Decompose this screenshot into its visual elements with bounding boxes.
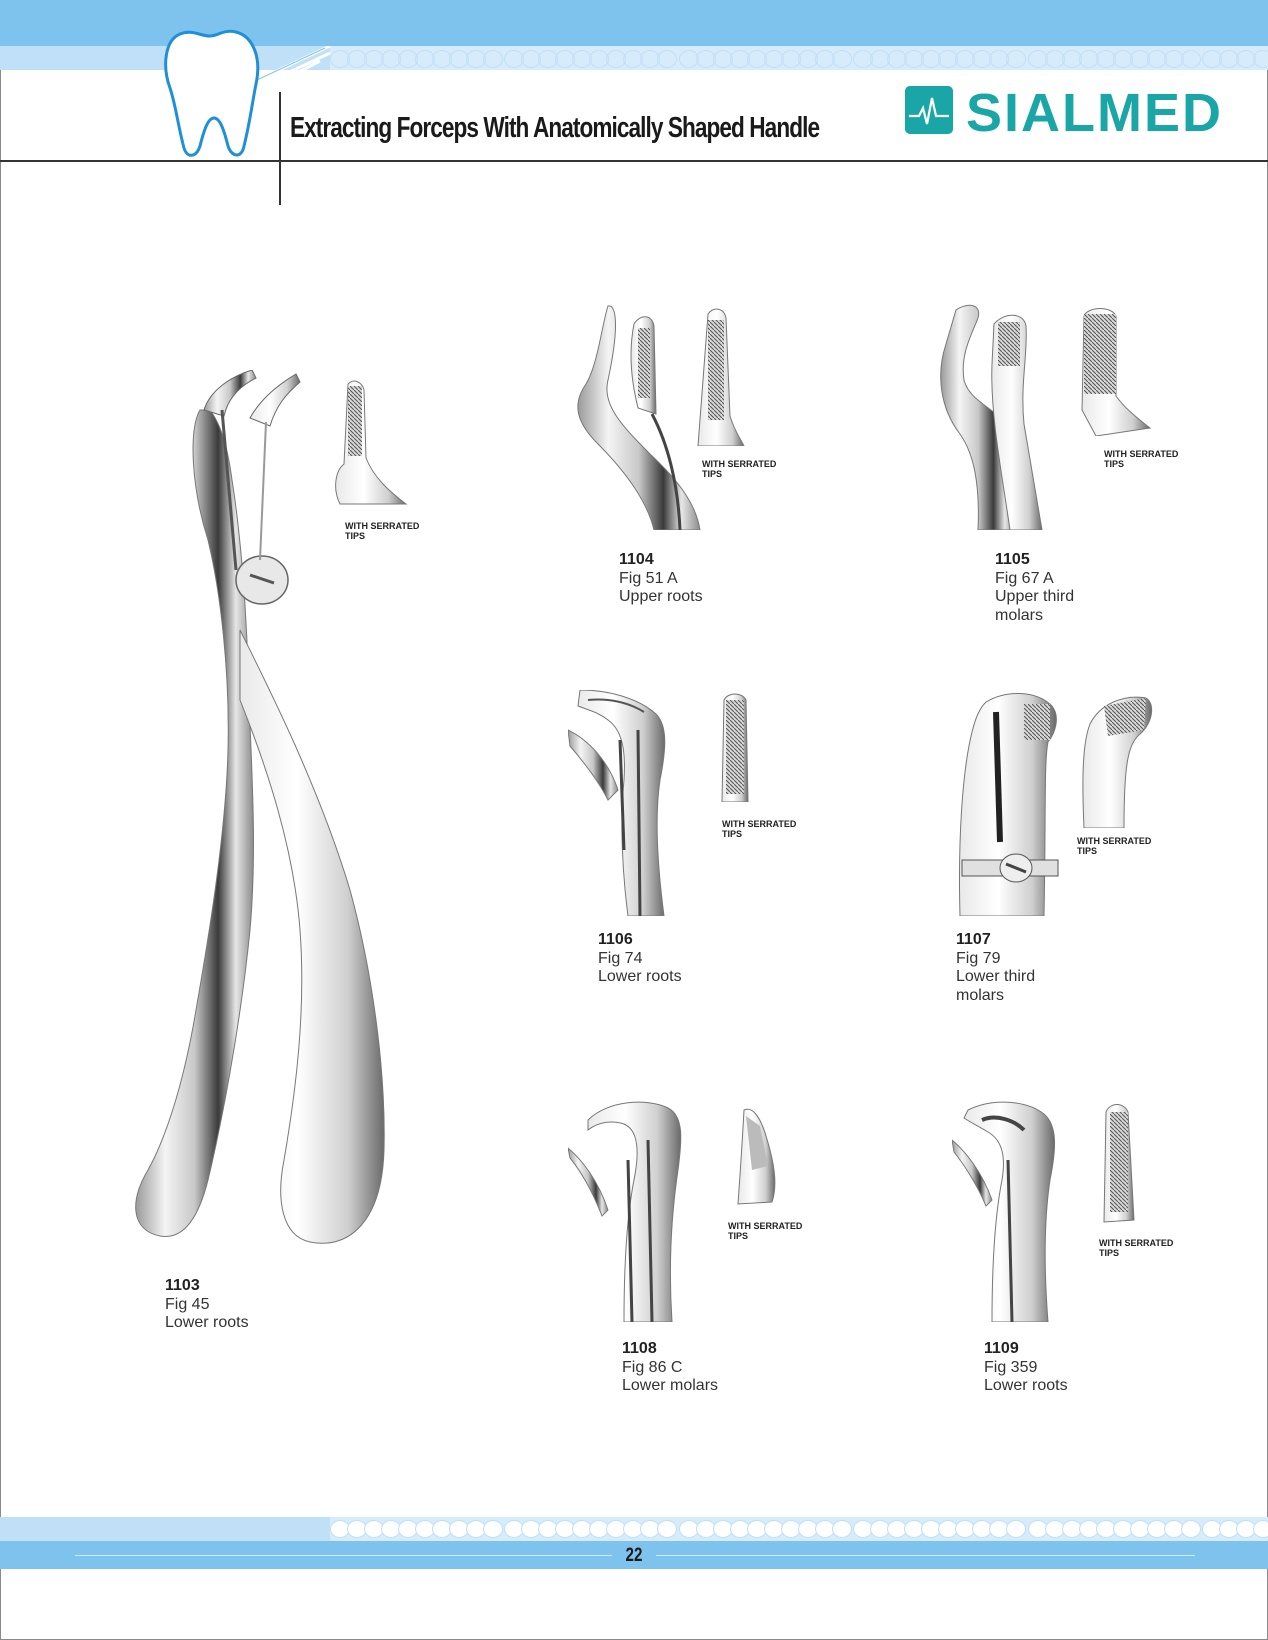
product-caption-1108 <box>622 1340 718 1396</box>
serrated-tip-1107-image <box>1080 694 1156 828</box>
product-desc: Lower roots <box>165 1314 249 1331</box>
product-fig: Fig 45 <box>165 1295 210 1313</box>
product-caption-1109 <box>984 1340 1068 1396</box>
product-caption-1104 <box>619 551 703 607</box>
serrated-tips-label-1106 <box>722 819 796 839</box>
product-code: 1108 <box>622 1340 657 1357</box>
tip-label-line-1: WITH SERRATED <box>728 1221 803 1231</box>
product-code: 1103 <box>165 1277 200 1294</box>
product-fig: Fig 74 <box>598 949 643 967</box>
tooth-logo-icon <box>160 26 260 160</box>
heartbeat-logo-icon <box>905 86 953 134</box>
serrated-tips-label-1103 <box>345 521 419 541</box>
serrated-tip-1103-image <box>330 378 410 506</box>
product-fig: Fig 51 A <box>619 569 678 587</box>
product-desc: Lower molars <box>622 1377 719 1394</box>
product-code: 1109 <box>984 1340 1019 1357</box>
tip-label-line-2: TIPS <box>1077 846 1098 856</box>
serrated-tips-label-1105 <box>1104 449 1178 469</box>
brand-logo: SIALMED <box>966 83 1223 143</box>
page-title: Extracting Forceps With Anatomically Shaped Handle <box>290 112 820 144</box>
forceps-1105-image <box>938 304 1066 530</box>
forceps-1107-image <box>956 692 1066 916</box>
forceps-1109-image <box>952 1100 1072 1322</box>
product-caption-1103 <box>165 1277 249 1333</box>
product-desc: Upper roots <box>619 588 703 605</box>
serrated-tips-label-1107 <box>1077 836 1151 856</box>
product-code: 1105 <box>995 551 1030 568</box>
page-number: 22 <box>625 1545 643 1566</box>
product-caption-1106 <box>598 931 682 987</box>
tip-label-line-2: TIPS <box>345 531 366 541</box>
tip-label-line-2: TIPS <box>722 829 743 839</box>
tip-label-line-2: TIPS <box>728 1231 749 1241</box>
forceps-1104-image <box>568 304 708 530</box>
product-caption-1105 <box>995 551 1074 625</box>
product-code: 1107 <box>956 931 991 948</box>
serrated-tip-1108-image <box>730 1106 778 1206</box>
tip-label-line-1: WITH SERRATED <box>345 521 420 531</box>
tip-label-line-2: TIPS <box>1099 1248 1120 1258</box>
product-fig: Fig 86 C <box>622 1358 683 1376</box>
serrated-tip-1104-image <box>694 306 746 446</box>
product-caption-1107 <box>956 931 1035 1005</box>
serrated-tip-1105-image <box>1076 306 1152 436</box>
header-circle-pattern <box>330 50 1268 68</box>
footer-circle-pattern <box>330 1520 1268 1538</box>
product-code: 1104 <box>619 551 654 568</box>
product-desc-2: molars <box>956 986 1005 1004</box>
serrated-tips-label-1108 <box>728 1221 802 1241</box>
product-desc: Lower roots <box>598 968 682 985</box>
forceps-1108-image <box>568 1100 708 1322</box>
footer-stripe-left <box>0 1517 330 1541</box>
product-desc: Lower roots <box>984 1377 1068 1394</box>
tip-label-line-2: TIPS <box>1104 459 1125 469</box>
product-desc-1: Lower third <box>956 968 1036 985</box>
header-vertical-divider <box>279 92 281 205</box>
product-desc-1: Upper third <box>995 588 1075 605</box>
tip-label-line-2: TIPS <box>702 469 723 479</box>
tip-label-line-1: WITH SERRATED <box>722 819 797 829</box>
product-fig: Fig 79 <box>956 949 1001 967</box>
tip-label-line-1: WITH SERRATED <box>1077 836 1152 846</box>
serrated-tips-label-1109 <box>1099 1238 1173 1258</box>
product-fig: Fig 359 <box>984 1358 1038 1376</box>
serrated-tips-label-1104 <box>702 459 776 479</box>
serrated-tip-1106-image <box>718 692 754 802</box>
header-divider <box>0 160 1268 162</box>
product-code: 1106 <box>598 931 633 948</box>
product-fig: Fig 67 A <box>995 569 1054 587</box>
tip-label-line-1: WITH SERRATED <box>702 459 777 469</box>
product-desc-2: molars <box>995 606 1044 624</box>
tip-label-line-1: WITH SERRATED <box>1099 1238 1174 1248</box>
forceps-1106-image <box>568 690 692 916</box>
serrated-tip-1109-image <box>1098 1102 1138 1230</box>
tip-label-line-1: WITH SERRATED <box>1104 449 1179 459</box>
